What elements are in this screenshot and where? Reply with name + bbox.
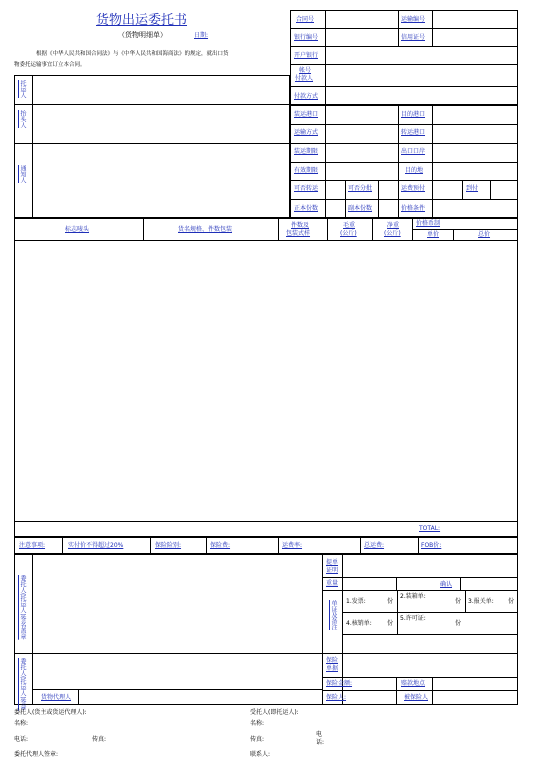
doc-verification: 4.核销单:: [346, 620, 372, 627]
tel-right-label-2: 话:: [316, 739, 325, 746]
valid-date-label: 有效期限: [294, 167, 319, 174]
bl-copies-sub-label: 副本份数: [348, 205, 373, 212]
total-label: TOTAL:: [419, 525, 441, 532]
col-qty-header: 件数及: [291, 222, 310, 229]
confirm-label: 确认: [440, 581, 453, 588]
doc-packing: 2.装箱单:: [400, 593, 426, 600]
col-desc-header: 货名规格、件数包装: [178, 226, 233, 233]
docs-remarks-label: 单证及备注: [330, 600, 337, 630]
documents-label: 货物代理人: [41, 694, 72, 701]
col-marks-header: 标志唛头: [65, 226, 90, 233]
payee-label: 付款人: [295, 75, 314, 82]
insurance-label: 保险险别:: [155, 542, 182, 549]
shipping-no-label: 运输编号: [401, 16, 426, 23]
name-right-label: 名称:: [250, 720, 265, 727]
consignor-sign-label: 委托人(托运人)签名盖章: [19, 575, 26, 640]
cert-label: 提单证明: [326, 559, 339, 574]
insurer-label: 保险人:: [326, 694, 347, 701]
tel-right-label: 电: [316, 731, 323, 738]
agent-sign-label: 委托代理人签章:: [14, 751, 59, 758]
can-partial-label: 可否分批: [348, 185, 373, 192]
transship-label: 转运港口: [401, 129, 426, 136]
invoice-no-label: 开户银行: [294, 52, 319, 59]
doc-invoice: 1.发票:: [346, 598, 366, 605]
doc-license-unit: 份: [455, 620, 462, 627]
trade-terms-label: 运输方式: [294, 129, 319, 136]
fax-right-label: 传真:: [250, 736, 265, 743]
col-net-header: 净重: [387, 222, 400, 229]
col-unit-price-header: 单价: [427, 231, 440, 238]
insured-label: 被保险人: [404, 694, 429, 701]
price-terms-label: 价格条件: [401, 205, 426, 212]
ship-date-label: 装运期限: [294, 148, 319, 155]
consignor-stamp-label: 委托人(托运人)签章: [19, 658, 26, 711]
col-gross-unit: (公斤): [340, 230, 357, 237]
doc-customs-unit: 份: [508, 598, 515, 605]
col-net-unit: (公斤): [384, 230, 401, 237]
bank-no-label: 银行编号: [294, 34, 319, 41]
intro-line-1: 根据《中华人民共和国合同法》与《中华人民共和国海商法》的规定，就出口货: [36, 51, 229, 57]
date-label: 日期:: [194, 32, 209, 39]
consignee-label: 抬头人: [19, 110, 26, 128]
premium-label: 保险费:: [210, 542, 231, 549]
note-label: 注意事项:: [19, 542, 46, 549]
amount-label: 总运费:: [364, 542, 385, 549]
goods-table: [14, 218, 518, 537]
account-label: 帐号: [299, 67, 312, 74]
col-gross-header: 毛重: [343, 222, 356, 229]
rate-label: 运费率:: [282, 542, 303, 549]
bl-copies-label: 正本份数: [294, 205, 319, 212]
shipper-label: 托运人: [19, 80, 26, 98]
destination-label: 目的地: [405, 167, 424, 174]
port-load-label: 装运港口: [294, 111, 319, 118]
col-price-header: 价格币制: [416, 220, 441, 227]
col-qty-header-2: 包装式样: [286, 230, 311, 237]
party-block: [14, 75, 290, 218]
freight-prepaid-label: 运费预付: [401, 185, 426, 192]
consignor-footer-label: 委托人(货主或货运代理人):: [14, 709, 87, 716]
insure-amount-label: 保险金额:: [326, 680, 353, 687]
name-left-label: 名称:: [14, 720, 29, 727]
fob-label: FOB价:: [421, 542, 442, 549]
page-subtitle: （货物明细单）: [118, 31, 167, 39]
agent-footer-label: 受托人(即托运人):: [250, 709, 299, 716]
insure-place-label: 赔款地点: [401, 680, 426, 687]
port-dest-label: 目的港口: [401, 111, 426, 118]
insurance-docs-label: 保险单据: [326, 657, 339, 672]
col-total-header: 总价: [478, 231, 491, 238]
doc-packing-unit: 份: [455, 598, 462, 605]
contract-no-label: 合同号: [296, 16, 315, 23]
freight-collect-label: 到付: [466, 185, 479, 192]
pay-method-label: 付款方式: [294, 93, 319, 100]
notify-label: 通知人: [19, 165, 26, 183]
note-detail: 实付价不得超过20%: [68, 542, 124, 549]
doc-license: 5.许可证:: [400, 615, 426, 622]
intro-line-2: 物委托运输事宜订立本合同。: [14, 62, 86, 68]
contact-label: 联系人:: [250, 751, 271, 758]
doc-customs: 3.报关单:: [468, 598, 494, 605]
lc-no-label: 信用证号: [401, 34, 426, 41]
page-title: 货物出运委托书: [96, 13, 188, 28]
fax-left-label: 传真:: [92, 736, 107, 743]
doc-invoice-unit: 份: [387, 598, 394, 605]
can-transship-label: 可否转运: [294, 185, 319, 192]
weight-label: 重量: [326, 580, 339, 587]
tel-left-label: 电话:: [14, 736, 29, 743]
doc-verification-unit: 份: [387, 620, 394, 627]
origin-label: 出口口岸: [401, 148, 426, 155]
